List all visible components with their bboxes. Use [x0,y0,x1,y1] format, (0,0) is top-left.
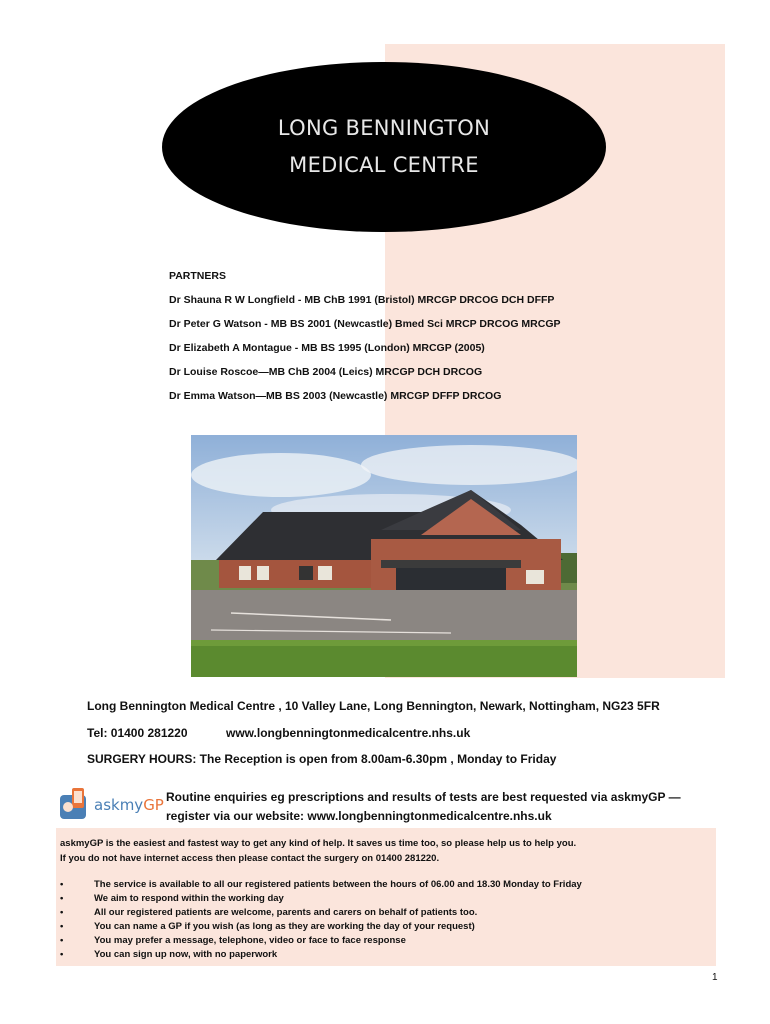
routine-line: register via our website: www.longbenningtonmedicalcentre.nhs.uk [166,809,552,823]
list-item: • The service is available to all our registered patients between the hours of 06.00 and 18.30 Monday to Friday [60,879,582,890]
routine-enquiries [166,788,706,826]
partner-row: Dr Shauna R W Longfield - MB ChB 1991 (Bristol) MRCGP DRCOG DCH DFFP [169,294,555,306]
routine-line: Routine enquiries eg prescriptions and results of tests are best requested via askmyGP — [166,790,681,804]
telephone: Tel: 01400 281220 [87,726,188,740]
bullet-icon: • [60,893,64,904]
bullet-icon: • [60,949,64,960]
askmygp-intro [60,836,576,866]
building-photo [191,435,577,677]
title-line-2: MEDICAL CENTRE [289,153,479,177]
list-item: • You may prefer a message, telephone, video or face to face response [60,935,406,946]
surgery-hours: SURGERY HOURS: The Reception is open from 8.00am-6.30pm , Monday to Friday [87,752,557,766]
list-item: • You can sign up now, with no paperwork [60,949,278,960]
bullet-icon: • [60,935,64,946]
list-item: • All our registered patients are welcome, parents and carers on behalf of patients too. [60,907,478,918]
askmygp-logo-text: askmyGP [94,796,164,814]
intro-line: askmyGP is the easiest and fastest way to get any kind of help. It saves us time too, so please help us to help you. [60,838,577,849]
partners-heading: PARTNERS [169,270,226,282]
list-item: • We aim to respond within the working day [60,893,284,904]
bullet-icon: • [60,907,64,918]
askmygp-bullet-list [60,878,582,962]
website-link[interactable]: www.longbenningtonmedicalcentre.nhs.uk [226,726,471,740]
page-number: 1 [712,972,718,983]
partner-row: Dr Elizabeth A Montague - MB BS 1995 (London) MRCGP (2005) [169,342,485,354]
bullet-icon: • [60,921,64,932]
bullet-icon: • [60,879,64,890]
address: Long Bennington Medical Centre , 10 Valley Lane, Long Bennington, Newark, Nottingham, NG23 5FR [87,699,660,713]
title-oval [162,62,606,232]
partner-row: Dr Peter G Watson - MB BS 2001 (Newcastle) Bmed Sci MRCP DRCOG MRCGP [169,318,561,330]
partners-section [169,270,561,414]
title-line-1: LONG BENNINGTON [277,116,491,140]
partner-row: Dr Emma Watson—MB BS 2003 (Newcastle) MRCGP DFFP DRCOG [169,390,502,402]
partner-row: Dr Louise Roscoe—MB ChB 2004 (Leics) MRCGP DCH DRCOG [169,366,483,378]
intro-line: If you do not have internet access then please contact the surgery on 01400 281220. [60,853,440,864]
list-item: • You can name a GP if you wish (as long as they are working the day of your request) [60,921,475,932]
